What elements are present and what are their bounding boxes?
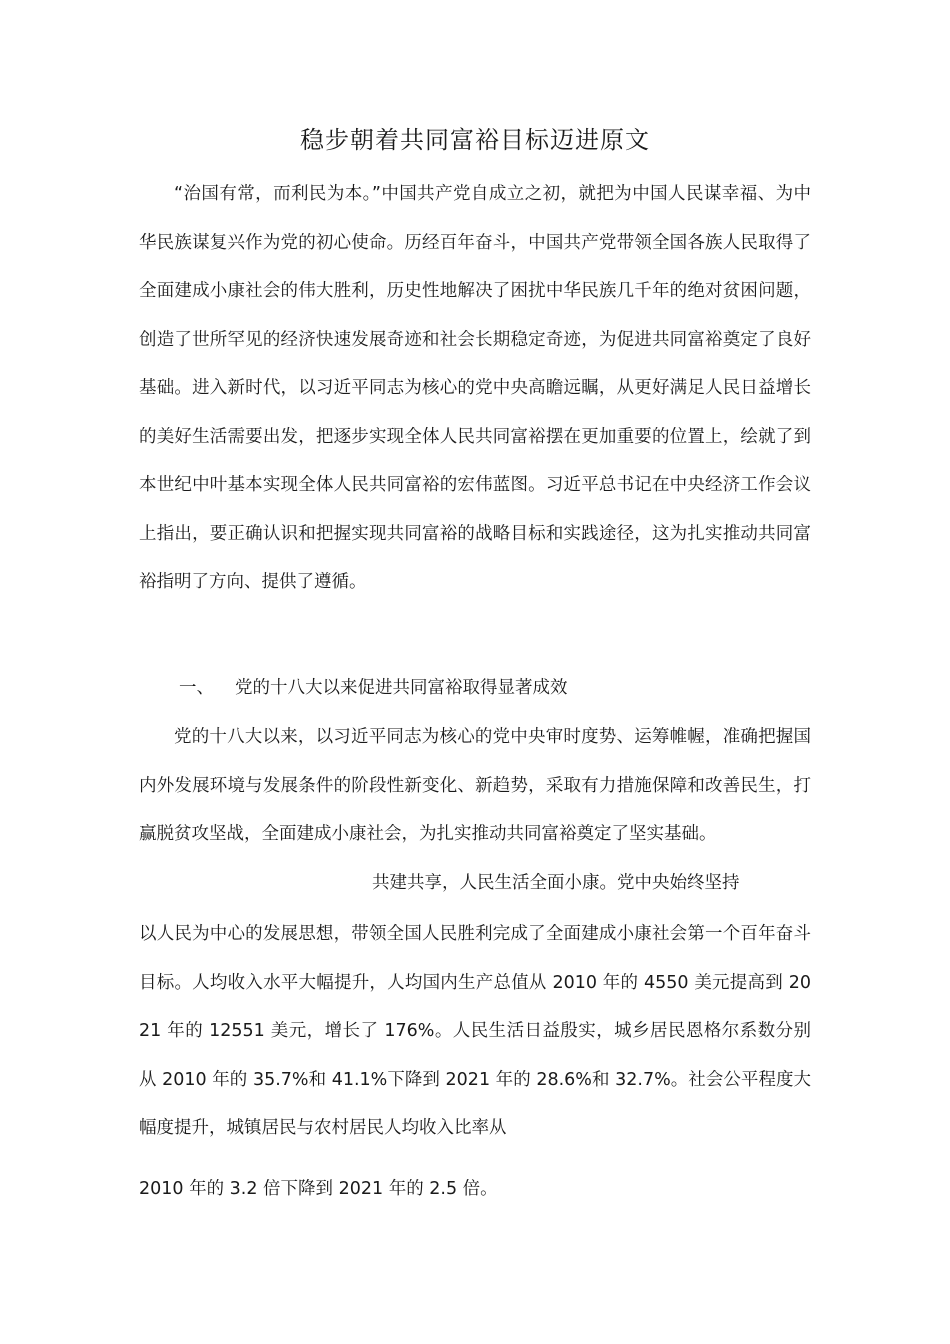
document-title: 稳步朝着共同富裕目标迈进原文 — [300, 126, 650, 154]
section-heading-1 — [179, 664, 568, 713]
paragraph-section-1: 党的十八大以来，以习近平同志为核心的党中央审时度势、运筹帷幄，准确把握国内外发展环境与发展条件的阶段性新变化、新趋势，采取有力措施保障和改善民生，打赢脱贫攻坚战，全面建成小康社会，为扎实推动共同富裕奠定了坚实基础。 — [139, 727, 811, 844]
paragraph-income-ratio: 2010 年的 3.2 倍下降到 2021 年的 2.5 倍。 — [139, 1179, 498, 1199]
section-heading-text: 党的十八大以来促进共同富裕取得显著成效 — [235, 678, 568, 698]
paragraph-intro: “治国有常，而利民为本。”中国共产党自成立之初，就把为中国人民谋幸福、为中华民族谋复兴作为党的初心使命。历经百年奋斗，中国共产党带领全国各族人民取得了全面建成小康社会的伟大胜利，历史性地解决了困扰中华民族几千年的绝对贫困问题，创造了世所罕见的经济快速发展奇迹和社会长期稳定奇迹，为促进共同富裕奠定了良好基础。进入新时代，以习近平同志为核心的党中央高瞻远瞩，从更好满足人民日益增长的美好生活需要出发，把逐步实现全体人民共同富裕摆在更加重要的位置上，绘就了到本世纪中叶基本实现全体人民共同富裕的宏伟蓝图。习近平总书记在中央经济工作会议上指出，要正确认识和把握实现共同富裕的战略目标和实践途径，这为扎实推动共同富裕指明了方向、提供了遵循。 — [139, 184, 811, 592]
paragraph-section-1-tail: 共建共享，人民生活全面小康。党中央始终坚持 — [372, 873, 740, 893]
section-heading-number: 一、 — [179, 678, 214, 698]
paragraph-income-stats: 以人民为中心的发展思想，带领全国人民胜利完成了全面建成小康社会第一个百年奋斗目标。人均收入水平大幅提升，人均国内生产总值从 2010 年的 4550 美元提高到 2021 年的 12551 美元，增长了 176%。人民生活日益殷实，城乡居民恩格尔系数分别从 2010 年的 35.7%和 41.1%下降到 2021 年的 28.6%和 32.7%。社会公平程度大幅度提升，城镇居民与农村居民人均收入比率从 — [139, 924, 811, 1138]
